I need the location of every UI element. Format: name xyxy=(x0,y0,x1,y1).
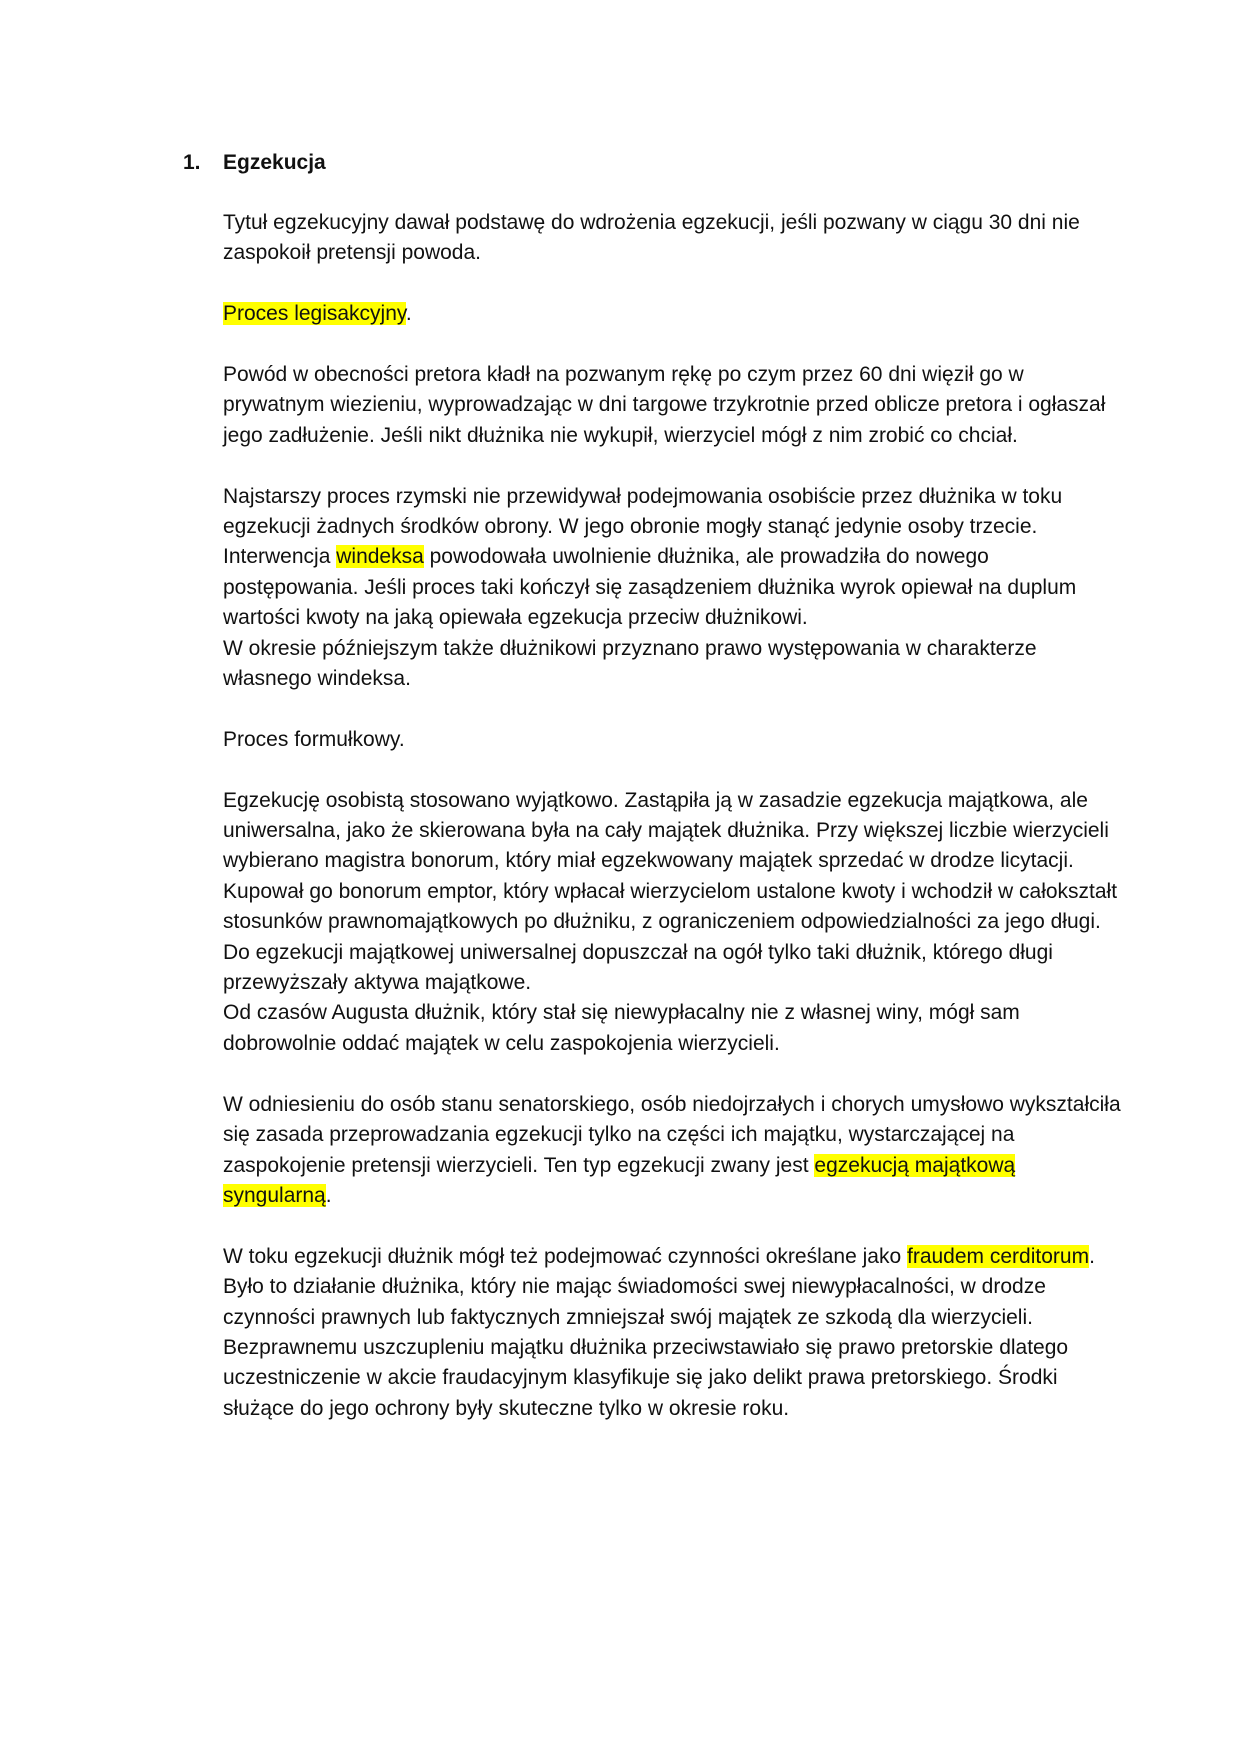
vindex-text-post: powodowała uwolnienie dłużnika, ale prowadziła do nowego postępowania. Jeśli proces taki kończył się zasądzeniem dłużnika wyrok opiewał na duplum wartości kwoty na jaką opiewała egzekucja przeciw dłużnikowi. xyxy=(223,545,1077,630)
heading-title: Egzekucja xyxy=(223,151,326,174)
singular-text-pre: W odniesieniu do osób stanu senatorskiego, osób niedojrzałych i chorych umysłowo wykształciła się zasada przeprowadzania egzekucji tylko na części ich majątku, wystarczającej na zaspokojenie pretensji wierzycieli. Ten typ egzekucji zwany jest xyxy=(223,1092,1121,1177)
vindex-paragraph xyxy=(223,542,1123,633)
legis-paragraph-3: W okresie późniejszym także dłużnikowi przyznano prawo występowania w charakterze własnego windeksa. xyxy=(223,636,1037,691)
heading-number: 1. xyxy=(183,151,201,174)
formulary-paragraph-2: Do egzekucji majątkowej uniwersalnej dopuszczał na ogół tylko taki dłużnik, którego długi przewyższały aktywa majątkowe. xyxy=(223,940,1053,995)
legis-paragraph-2: Najstarszy proces rzymski nie przewidywał podejmowania osobiście przez dłużnika w toku egzekucji żadnych środków obrony. W jego obronie mogły stanąć jedynie osoby trzecie. xyxy=(223,484,1063,539)
formulary-paragraph-1: Egzekucję osobistą stosowano wyjątkowo. Zastąpiła ją w zasadzie egzekucja majątkowa, ale uniwersalna, jako że skierowana była na cały majątek dłużnika. Przy większej liczbie wierzycieli wybierano magistra bonorum, który miał egzekwowany majątek sprzedać w drodze licytacji. Kupował go bonorum emptor, który wpłacał wierzycielom ustalone kwoty i wchodził w całokształt stosunków prawnomajątkowych po dłużniku, z ograniczeniem odpowiedzialności za jego długi. xyxy=(223,788,1118,934)
formulary-title: Proces formułkowy. xyxy=(223,727,405,751)
legis-title-paragraph xyxy=(223,299,1123,329)
singular-text-post: . xyxy=(325,1183,332,1207)
intro-paragraph: Tytuł egzekucyjny dawał podstawę do wdrożenia egzekucji, jeśli pozwany w ciągu 30 dni nie zaspokoił pretensji powoda. xyxy=(223,211,1080,265)
vindex-text-pre: Interwencja xyxy=(223,545,337,569)
singular-paragraph xyxy=(223,1090,1123,1212)
formulary-paragraph-3: Od czasów Augusta dłużnik, który stał się niewypłacalny nie z własnej winy, mógł sam dobrowolnie oddać majątek w celu zaspokojenia wierzycieli. xyxy=(223,1001,1020,1055)
final-paragraph: Bezprawnemu uszczupleniu majątku dłużnika przeciwstawiało się prawo pretorskie dlatego uczestniczenie w akcie fraudacyjnym klasyfikuje się jako delikt prawa pretorskiego. Środki służące do jego ochrony były skuteczne tylko w okresie roku. xyxy=(223,1335,1069,1420)
legis-paragraph-1: Powód w obecności pretora kładł na pozwanym rękę po czym przez 60 dni więził go w prywatnym wiezieniu, wyprowadzając w dni targowe trzykrotnie przed oblicze pretora i ogłaszał jego zadłużenie. Jeśli nikt dłużnika nie wykupił, wierzyciel mógł z nim zrobić co chciał. xyxy=(223,363,1106,447)
fraud-paragraph xyxy=(223,1242,1123,1333)
vindex-highlight: windeksa xyxy=(336,545,424,569)
document-body xyxy=(223,208,1123,1424)
singular-highlight: egzekucją majątkową syngularną xyxy=(223,1153,1016,1207)
fraud-text-pre: W toku egzekucji dłużnik mógł też podejmować czynności określane jako xyxy=(223,1244,907,1268)
legis-title-suffix: . xyxy=(405,302,412,326)
legis-title-highlight: Proces legisakcyjny xyxy=(223,302,406,326)
fraud-text-post: . Było to działanie dłużnika, który nie mając świadomości swej niewypłacalności, w drodze czynności prawnych lub faktycznych zmniejszał swój majątek ze szkodą dla wierzycieli. xyxy=(223,1244,1095,1329)
section-heading xyxy=(183,148,326,178)
fraud-highlight: fraudem cerditorum xyxy=(907,1244,1090,1268)
